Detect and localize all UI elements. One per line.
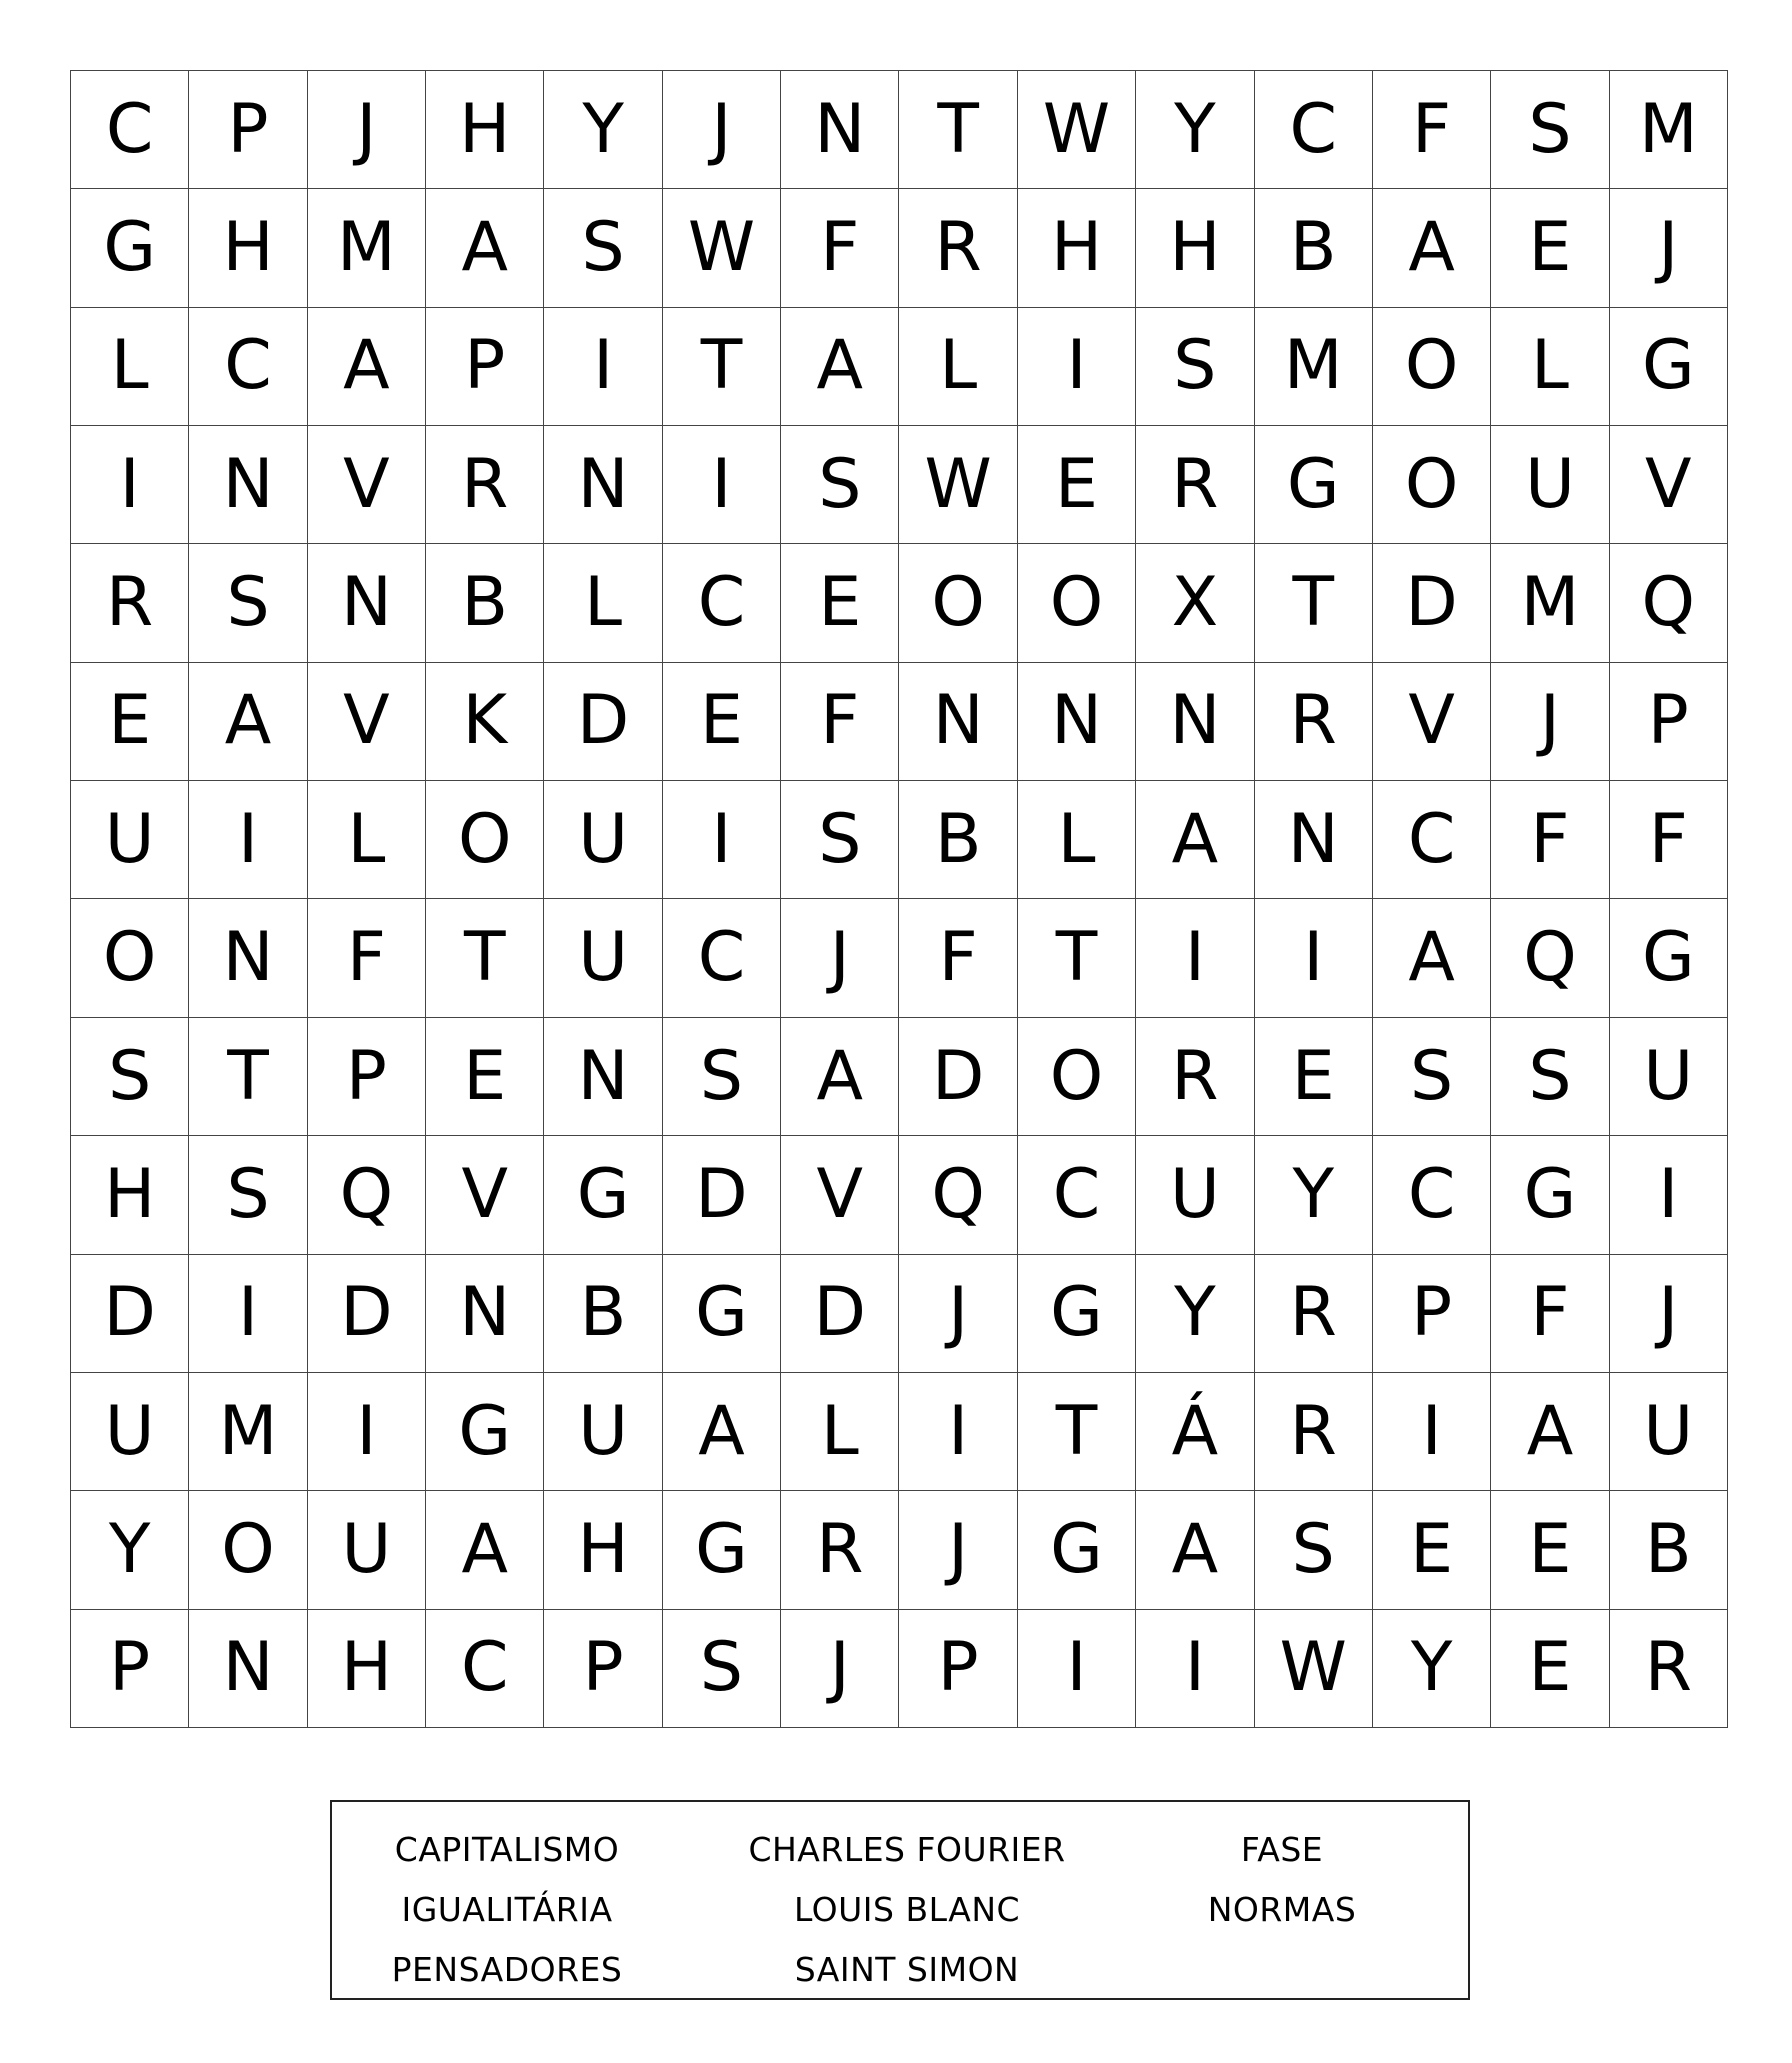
grid-cell[interactable]: A	[426, 1491, 544, 1609]
grid-cell[interactable]: I	[189, 1255, 307, 1373]
grid-cell[interactable]: S	[1373, 1018, 1491, 1136]
grid-cell[interactable]: H	[189, 189, 307, 307]
grid-cell[interactable]: E	[426, 1018, 544, 1136]
grid-cell[interactable]: F	[308, 899, 426, 1017]
grid-cell[interactable]: H	[1136, 189, 1254, 307]
grid-cell[interactable]: C	[1255, 71, 1373, 189]
grid-cell[interactable]: S	[1491, 71, 1609, 189]
grid-cell[interactable]: B	[1610, 1491, 1728, 1609]
grid-cell[interactable]: A	[781, 308, 899, 426]
grid-cell[interactable]: N	[899, 663, 1017, 781]
grid-cell[interactable]: E	[663, 663, 781, 781]
grid-cell[interactable]: S	[1136, 308, 1254, 426]
grid-cell[interactable]: E	[1255, 1018, 1373, 1136]
grid-cell[interactable]: C	[1373, 1136, 1491, 1254]
grid-cell[interactable]: W	[663, 189, 781, 307]
grid-cell[interactable]: M	[1610, 71, 1728, 189]
grid-cell[interactable]: N	[189, 899, 307, 1017]
grid-cell[interactable]: E	[1491, 1610, 1609, 1728]
word-item: NORMAS	[1207, 1890, 1357, 1929]
grid-cell[interactable]: J	[781, 1610, 899, 1728]
grid-cell[interactable]: F	[1491, 781, 1609, 899]
grid-cell[interactable]: U	[308, 1491, 426, 1609]
grid-cell[interactable]: S	[71, 1018, 189, 1136]
grid-cell[interactable]: N	[1136, 663, 1254, 781]
grid-cell[interactable]: D	[899, 1018, 1017, 1136]
grid-cell[interactable]: H	[544, 1491, 662, 1609]
word-column-3	[1152, 1820, 1412, 1940]
grid-cell[interactable]: O	[1018, 544, 1136, 662]
grid-cell[interactable]: P	[1373, 1255, 1491, 1373]
grid-cell[interactable]: P	[71, 1610, 189, 1728]
grid-cell[interactable]: P	[308, 1018, 426, 1136]
grid-cell[interactable]: T	[1018, 899, 1136, 1017]
grid-cell[interactable]: T	[1255, 544, 1373, 662]
grid-cell[interactable]: A	[308, 308, 426, 426]
grid-cell[interactable]: G	[1491, 1136, 1609, 1254]
grid-cell[interactable]: Q	[1491, 899, 1609, 1017]
grid-cell[interactable]: S	[663, 1610, 781, 1728]
grid-cell[interactable]: U	[71, 781, 189, 899]
grid-cell[interactable]: I	[544, 308, 662, 426]
word-column-1	[387, 1820, 627, 2000]
grid-cell[interactable]: H	[308, 1610, 426, 1728]
grid-cell[interactable]: N	[544, 1018, 662, 1136]
grid-cell[interactable]: U	[544, 899, 662, 1017]
grid-cell[interactable]: G	[1255, 426, 1373, 544]
grid-cell[interactable]: A	[1373, 899, 1491, 1017]
grid-cell[interactable]: J	[1491, 663, 1609, 781]
grid-cell[interactable]: M	[308, 189, 426, 307]
grid-cell[interactable]: O	[189, 1491, 307, 1609]
grid-cell[interactable]: U	[1136, 1136, 1254, 1254]
grid-cell[interactable]: D	[1373, 544, 1491, 662]
grid-cell[interactable]: H	[426, 71, 544, 189]
grid-cell[interactable]: I	[899, 1373, 1017, 1491]
grid-cell[interactable]: F	[1610, 781, 1728, 899]
grid-cell[interactable]: F	[1491, 1255, 1609, 1373]
grid-cell[interactable]: G	[426, 1373, 544, 1491]
grid-cell[interactable]: A	[1491, 1373, 1609, 1491]
grid-cell[interactable]: R	[1255, 663, 1373, 781]
grid-cell[interactable]: E	[1373, 1491, 1491, 1609]
grid-cell[interactable]: V	[426, 1136, 544, 1254]
grid-cell[interactable]: J	[663, 71, 781, 189]
grid-cell[interactable]: G	[544, 1136, 662, 1254]
grid-cell[interactable]: L	[71, 308, 189, 426]
grid-cell[interactable]: N	[1018, 663, 1136, 781]
word-list	[330, 1800, 1470, 2000]
grid-cell[interactable]: Y	[544, 71, 662, 189]
grid-cell[interactable]: R	[426, 426, 544, 544]
grid-cell[interactable]: T	[1018, 1373, 1136, 1491]
grid-cell[interactable]: C	[663, 899, 781, 1017]
grid-cell[interactable]: A	[663, 1373, 781, 1491]
grid-cell[interactable]: B	[899, 781, 1017, 899]
grid-cell[interactable]: O	[899, 544, 1017, 662]
grid-cell[interactable]: I	[1136, 1610, 1254, 1728]
grid-cell[interactable]: G	[1610, 308, 1728, 426]
grid-cell[interactable]: M	[189, 1373, 307, 1491]
grid-cell[interactable]: I	[189, 781, 307, 899]
grid-cell[interactable]: O	[1018, 1018, 1136, 1136]
grid-cell[interactable]: I	[1373, 1373, 1491, 1491]
grid-cell[interactable]: V	[781, 1136, 899, 1254]
grid-cell[interactable]: R	[1255, 1255, 1373, 1373]
grid-cell[interactable]: C	[1373, 781, 1491, 899]
grid-cell[interactable]: A	[1136, 1491, 1254, 1609]
grid-cell[interactable]: L	[1491, 308, 1609, 426]
grid-cell[interactable]: S	[189, 544, 307, 662]
grid-cell[interactable]: R	[899, 189, 1017, 307]
grid-cell[interactable]: N	[544, 426, 662, 544]
grid-cell[interactable]: B	[544, 1255, 662, 1373]
grid-cell[interactable]: W	[1018, 71, 1136, 189]
grid-cell[interactable]: R	[1610, 1610, 1728, 1728]
grid-cell[interactable]: M	[1255, 308, 1373, 426]
letter-grid	[70, 70, 1728, 1728]
grid-cell[interactable]: D	[781, 1255, 899, 1373]
grid-cell[interactable]: A	[426, 189, 544, 307]
grid-cell[interactable]: S	[1255, 1491, 1373, 1609]
grid-cell[interactable]: G	[71, 189, 189, 307]
word-item: SAINT SIMON	[794, 1950, 1020, 1989]
grid-cell[interactable]: A	[1136, 781, 1254, 899]
grid-cell[interactable]: G	[663, 1255, 781, 1373]
grid-cell[interactable]: G	[663, 1491, 781, 1609]
grid-cell[interactable]: D	[544, 663, 662, 781]
grid-cell[interactable]: H	[71, 1136, 189, 1254]
grid-cell[interactable]: E	[1491, 189, 1609, 307]
grid-cell[interactable]: R	[1136, 1018, 1254, 1136]
grid-cell[interactable]: V	[308, 663, 426, 781]
grid-cell[interactable]: I	[1610, 1136, 1728, 1254]
grid-cell[interactable]: R	[1136, 426, 1254, 544]
grid-cell[interactable]: X	[1136, 544, 1254, 662]
grid-cell[interactable]: N	[189, 1610, 307, 1728]
grid-cell[interactable]: F	[781, 189, 899, 307]
grid-cell[interactable]: U	[1610, 1018, 1728, 1136]
grid-cell[interactable]: I	[663, 426, 781, 544]
grid-cell[interactable]: P	[544, 1610, 662, 1728]
grid-cell[interactable]: O	[426, 781, 544, 899]
grid-cell[interactable]: O	[1373, 308, 1491, 426]
grid-cell[interactable]: V	[1610, 426, 1728, 544]
grid-cell[interactable]: Y	[71, 1491, 189, 1609]
grid-cell[interactable]: S	[663, 1018, 781, 1136]
grid-cell[interactable]: I	[71, 426, 189, 544]
word-item: CAPITALISMO	[394, 1830, 620, 1869]
grid-cell[interactable]: W	[1255, 1610, 1373, 1728]
grid-cell[interactable]: C	[1018, 1136, 1136, 1254]
grid-cell[interactable]: E	[781, 544, 899, 662]
grid-cell[interactable]: P	[899, 1610, 1017, 1728]
grid-cell[interactable]: L	[781, 1373, 899, 1491]
grid-cell[interactable]: E	[1018, 426, 1136, 544]
grid-cell[interactable]: L	[899, 308, 1017, 426]
grid-cell[interactable]: E	[1491, 1491, 1609, 1609]
grid-cell[interactable]: C	[663, 544, 781, 662]
grid-cell[interactable]: Q	[899, 1136, 1017, 1254]
grid-cell[interactable]: L	[308, 781, 426, 899]
grid-cell[interactable]: P	[426, 308, 544, 426]
grid-cell[interactable]: D	[663, 1136, 781, 1254]
grid-cell[interactable]: J	[781, 899, 899, 1017]
grid-cell[interactable]: Q	[308, 1136, 426, 1254]
grid-cell[interactable]: N	[781, 71, 899, 189]
grid-cell[interactable]: N	[1255, 781, 1373, 899]
grid-cell[interactable]: S	[189, 1136, 307, 1254]
word-column-2	[737, 1820, 1077, 2000]
grid-cell[interactable]: O	[71, 899, 189, 1017]
grid-cell[interactable]: V	[1373, 663, 1491, 781]
grid-cell[interactable]: N	[189, 426, 307, 544]
grid-cell[interactable]: S	[781, 781, 899, 899]
grid-cell[interactable]: F	[1373, 71, 1491, 189]
grid-cell[interactable]: B	[1255, 189, 1373, 307]
grid-cell[interactable]: S	[544, 189, 662, 307]
grid-cell[interactable]: C	[189, 308, 307, 426]
grid-cell[interactable]: G	[1018, 1255, 1136, 1373]
word-item: IGUALITÁRIA	[401, 1890, 613, 1929]
grid-cell[interactable]: T	[426, 899, 544, 1017]
grid-cell[interactable]: G	[1018, 1491, 1136, 1609]
grid-cell[interactable]: D	[71, 1255, 189, 1373]
grid-cell[interactable]: I	[308, 1373, 426, 1491]
grid-cell[interactable]: I	[663, 781, 781, 899]
grid-cell[interactable]: J	[1610, 189, 1728, 307]
grid-cell[interactable]: V	[308, 426, 426, 544]
grid-cell[interactable]: R	[1255, 1373, 1373, 1491]
grid-cell[interactable]: A	[781, 1018, 899, 1136]
grid-cell[interactable]: Y	[1136, 71, 1254, 189]
grid-cell[interactable]: B	[426, 544, 544, 662]
grid-cell[interactable]: K	[426, 663, 544, 781]
word-item: LOUIS BLANC	[793, 1890, 1021, 1929]
grid-cell[interactable]: U	[544, 1373, 662, 1491]
grid-cell[interactable]: U	[1610, 1373, 1728, 1491]
grid-cell[interactable]: R	[71, 544, 189, 662]
word-item: PENSADORES	[391, 1950, 623, 1989]
grid-cell[interactable]: I	[1018, 308, 1136, 426]
grid-cell[interactable]: C	[426, 1610, 544, 1728]
grid-cell[interactable]: D	[308, 1255, 426, 1373]
grid-cell[interactable]: A	[189, 663, 307, 781]
grid-cell[interactable]: E	[71, 663, 189, 781]
grid-cell[interactable]: Y	[1373, 1610, 1491, 1728]
grid-cell[interactable]: G	[1610, 899, 1728, 1017]
grid-cell[interactable]: Y	[1255, 1136, 1373, 1254]
grid-cell[interactable]: J	[1610, 1255, 1728, 1373]
grid-cell[interactable]: U	[1491, 426, 1609, 544]
grid-cell[interactable]: J	[899, 1491, 1017, 1609]
grid-cell[interactable]: T	[189, 1018, 307, 1136]
grid-cell[interactable]: F	[899, 899, 1017, 1017]
grid-cell[interactable]: T	[663, 308, 781, 426]
grid-cell[interactable]: U	[544, 781, 662, 899]
grid-cell[interactable]: J	[899, 1255, 1017, 1373]
grid-cell[interactable]: Á	[1136, 1373, 1254, 1491]
grid-cell[interactable]: T	[899, 71, 1017, 189]
grid-cell[interactable]: U	[71, 1373, 189, 1491]
grid-cell[interactable]: P	[1610, 663, 1728, 781]
grid-cell[interactable]: O	[1373, 426, 1491, 544]
grid-cell[interactable]: Q	[1610, 544, 1728, 662]
grid-cell[interactable]: S	[781, 426, 899, 544]
grid-cell[interactable]: S	[1491, 1018, 1609, 1136]
grid-cell[interactable]: Y	[1136, 1255, 1254, 1373]
grid-cell[interactable]: P	[189, 71, 307, 189]
grid-cell[interactable]: N	[308, 544, 426, 662]
grid-cell[interactable]: I	[1255, 899, 1373, 1017]
grid-cell[interactable]: I	[1018, 1610, 1136, 1728]
word-item: CHARLES FOURIER	[748, 1830, 1066, 1869]
grid-cell[interactable]: M	[1491, 544, 1609, 662]
grid-cell[interactable]: C	[71, 71, 189, 189]
grid-cell[interactable]: F	[781, 663, 899, 781]
grid-cell[interactable]: J	[308, 71, 426, 189]
grid-cell[interactable]: I	[1136, 899, 1254, 1017]
grid-cell[interactable]: L	[1018, 781, 1136, 899]
grid-cell[interactable]: A	[1373, 189, 1491, 307]
grid-cell[interactable]: H	[1018, 189, 1136, 307]
word-item: FASE	[1240, 1830, 1324, 1869]
grid-cell[interactable]: W	[899, 426, 1017, 544]
grid-cell[interactable]: N	[426, 1255, 544, 1373]
grid-cell[interactable]: R	[781, 1491, 899, 1609]
grid-cell[interactable]: L	[544, 544, 662, 662]
